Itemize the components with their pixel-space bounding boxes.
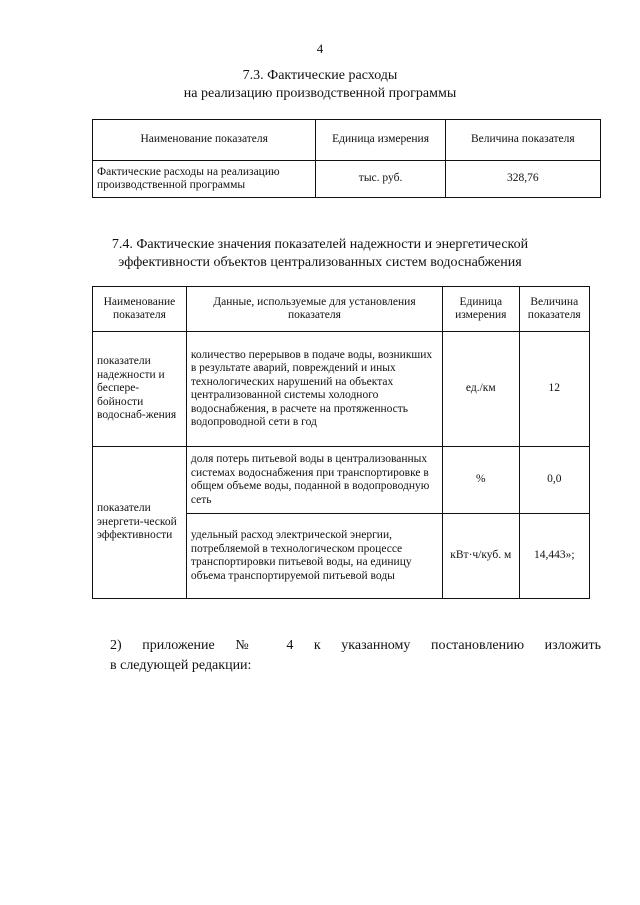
table-cell: кВт·ч/куб. м: [443, 514, 520, 599]
section-title-line: 7.4. Фактические значения показателей надежности и энергетической: [111, 237, 529, 252]
header-cell: Данные, используемые для установления показателя: [186, 287, 442, 332]
header-cell: Наименование показателя: [93, 287, 187, 332]
indicator-group-reliability: показатели надежности и беспере-бойности водоснаб-жения: [93, 332, 187, 447]
actual-expenses-table: [92, 119, 601, 198]
table-cell: доля потерь питьевой воды в централизованных системах водоснабжения при транспортировке в общем объеме воды, поданной в водопроводную сеть: [186, 447, 442, 514]
section-title-line: на реализацию производственной программы: [183, 86, 457, 101]
header-cell: Величина показателя: [445, 120, 600, 161]
table-cell: 0,0: [519, 447, 589, 514]
table-cell: %: [443, 447, 520, 514]
table-cell: 14,443»;: [519, 514, 589, 599]
indicator-group-energy: показатели энергети-ческой эффективности: [93, 447, 187, 599]
table-cell: 12: [519, 332, 589, 447]
section-title-line: 7.3. Фактические расходы: [242, 68, 398, 83]
table-header-row: [93, 120, 601, 161]
reliability-efficiency-table: [92, 286, 590, 599]
table-cell: тыс. руб.: [316, 161, 445, 198]
table-row: [93, 161, 601, 198]
table-cell: количество перерывов в подаче воды, возникших в результате аварий, повреждений и иных технологических нарушений на объектах централизованной системы холодного водоснабжения, в расчете на протяженность водопроводной сети в год: [186, 332, 442, 447]
table-row: [93, 447, 590, 514]
header-cell: Величина показателя: [519, 287, 589, 332]
table-cell: удельный расход электрической энергии, потребляемой в технологическом процессе транспортировки питьевой воды, на единицу объема транспортируемой питьевой воды: [186, 514, 442, 599]
paragraph-line: в следующей редакции:: [110, 658, 252, 673]
section-title-line: эффективности объектов централизованных систем водоснабжения: [118, 255, 522, 270]
header-cell: Наименование показателя: [93, 120, 316, 161]
section-title-7-3: [0, 67, 640, 103]
section-title-7-4: [0, 236, 640, 272]
table-header-row: [93, 287, 590, 332]
table-cell: 328,76: [445, 161, 600, 198]
header-cell: Единица измерения: [316, 120, 445, 161]
table-cell: Фактические расходы на реализацию производственной программы: [93, 161, 316, 198]
header-cell: Единица измерения: [443, 287, 520, 332]
page-number: 4: [316, 41, 324, 56]
table-row: [93, 332, 590, 447]
table-cell: ед./км: [443, 332, 520, 447]
paragraph-line: 2) приложение № 4 к указанному постановлению изложить: [110, 638, 601, 653]
